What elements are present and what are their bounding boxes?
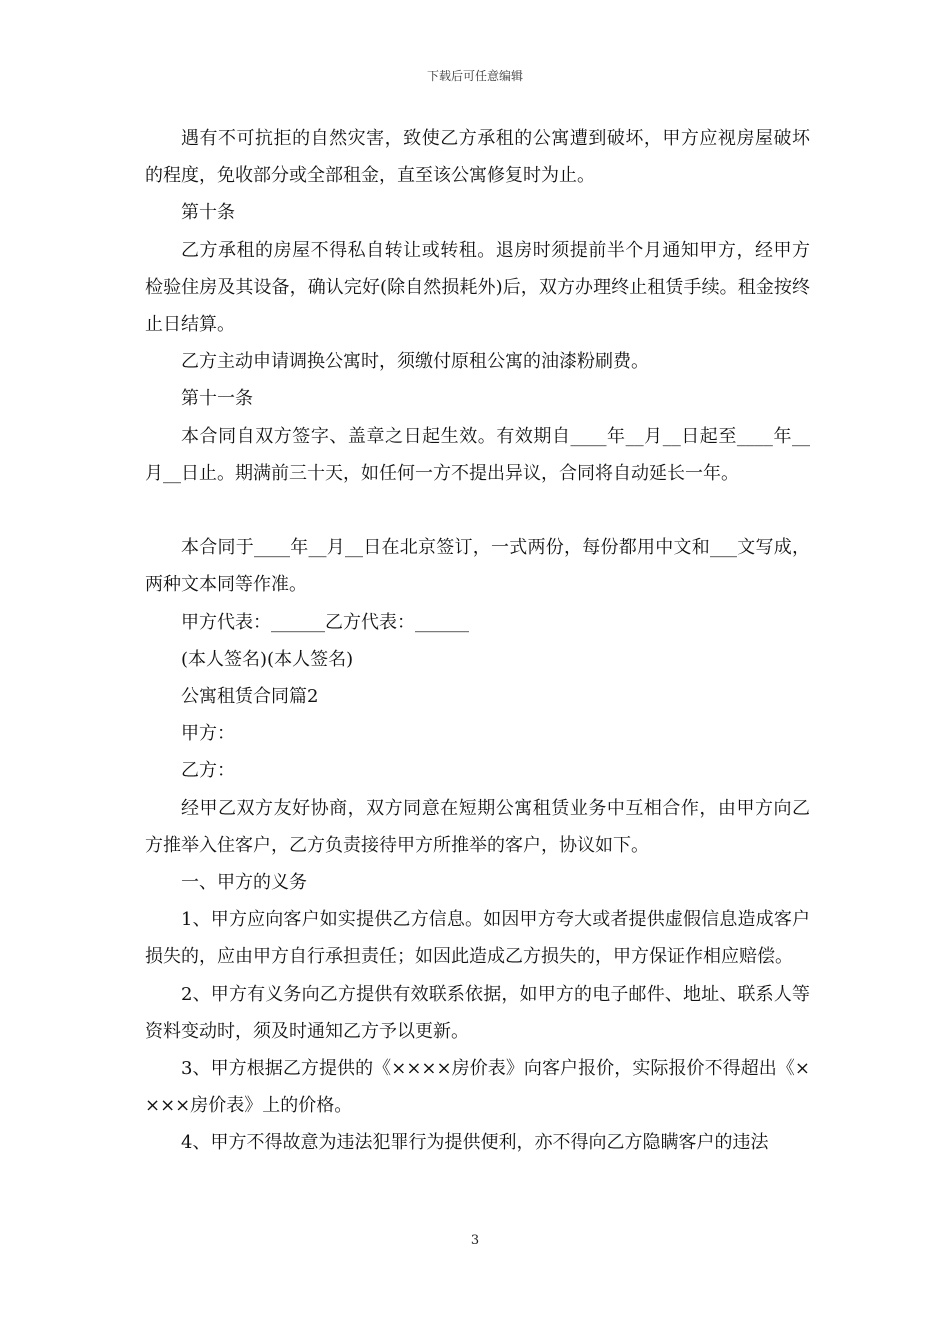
contract-two-title: 公寓租赁合同篇2 [181,686,319,708]
paragraph-sublet-clause: 乙方承租的房屋不得私自转让或转租。退房时须提前半个月通知甲方，经甲方检验住房及其设备，确认完好(除自然损耗外)后，双方办理终止租赁手续。租金按终止日结算。 [145,239,810,336]
article-eleven-heading: 第十一条 [181,388,253,410]
paragraph-agreement-intro: 经甲乙双方友好协商，双方同意在短期公寓租赁业务中互相合作，由甲方向乙方推举入住客户，乙方负责接待甲方所推举的客户，协议如下。 [145,797,810,856]
page-header: 下载后可任意编辑 [426,69,523,83]
article-ten-heading: 第十条 [181,202,235,224]
party-b-line: 乙方： [181,760,235,782]
document-body [145,120,810,1162]
signature-note: (本人签名)(本人签名) [181,648,354,670]
paragraph-exchange-clause: 乙方主动申请调换公寓时，须缴付原租公寓的油漆粉刷费。 [181,351,649,373]
paragraph-disaster-clause: 遇有不可抗拒的自然灾害，致使乙方承租的公寓遭到破坏，甲方应视房屋破坏的程度，免收部分或全部租金，直至该公寓修复时为止。 [145,128,810,187]
obligation-item-1: 1、甲方应向客户如实提供乙方信息。如因甲方夸大或者提供虚假信息造成客户损失的，应由甲方自行承担责任；如因此造成乙方损失的，甲方保证作相应赔偿。 [145,909,810,968]
paragraph-signing-clause: 本合同于____年__月__日在北京签订，一式两份，每份都用中文和___文写成，两种文本同等作准。 [145,537,810,596]
section-one-heading: 一、甲方的义务 [181,872,307,894]
page-number: 3 [470,1233,480,1248]
representatives-line: 甲方代表：______乙方代表：______ [181,611,469,633]
obligation-item-4: 4、甲方不得故意为违法犯罪行为提供便利，亦不得向乙方隐瞒客户的违法 [181,1132,769,1154]
paragraph-effective-clause: 本合同自双方签字、盖章之日起生效。有效期自____年__月__日起至____年__月__日止。期满前三十天，如任何一方不提出异议，合同将自动延长一年。 [145,425,810,484]
party-a-line: 甲方： [181,723,235,745]
blank-line [145,492,810,529]
obligation-item-3: 3、甲方根据乙方提供的《××××房价表》向客户报价，实际报价不得超出《××××房价表》上的价格。 [145,1058,810,1117]
obligation-item-2: 2、甲方有义务向乙方提供有效联系依据，如甲方的电子邮件、地址、联系人等资料变动时，须及时通知乙方予以更新。 [145,983,810,1042]
